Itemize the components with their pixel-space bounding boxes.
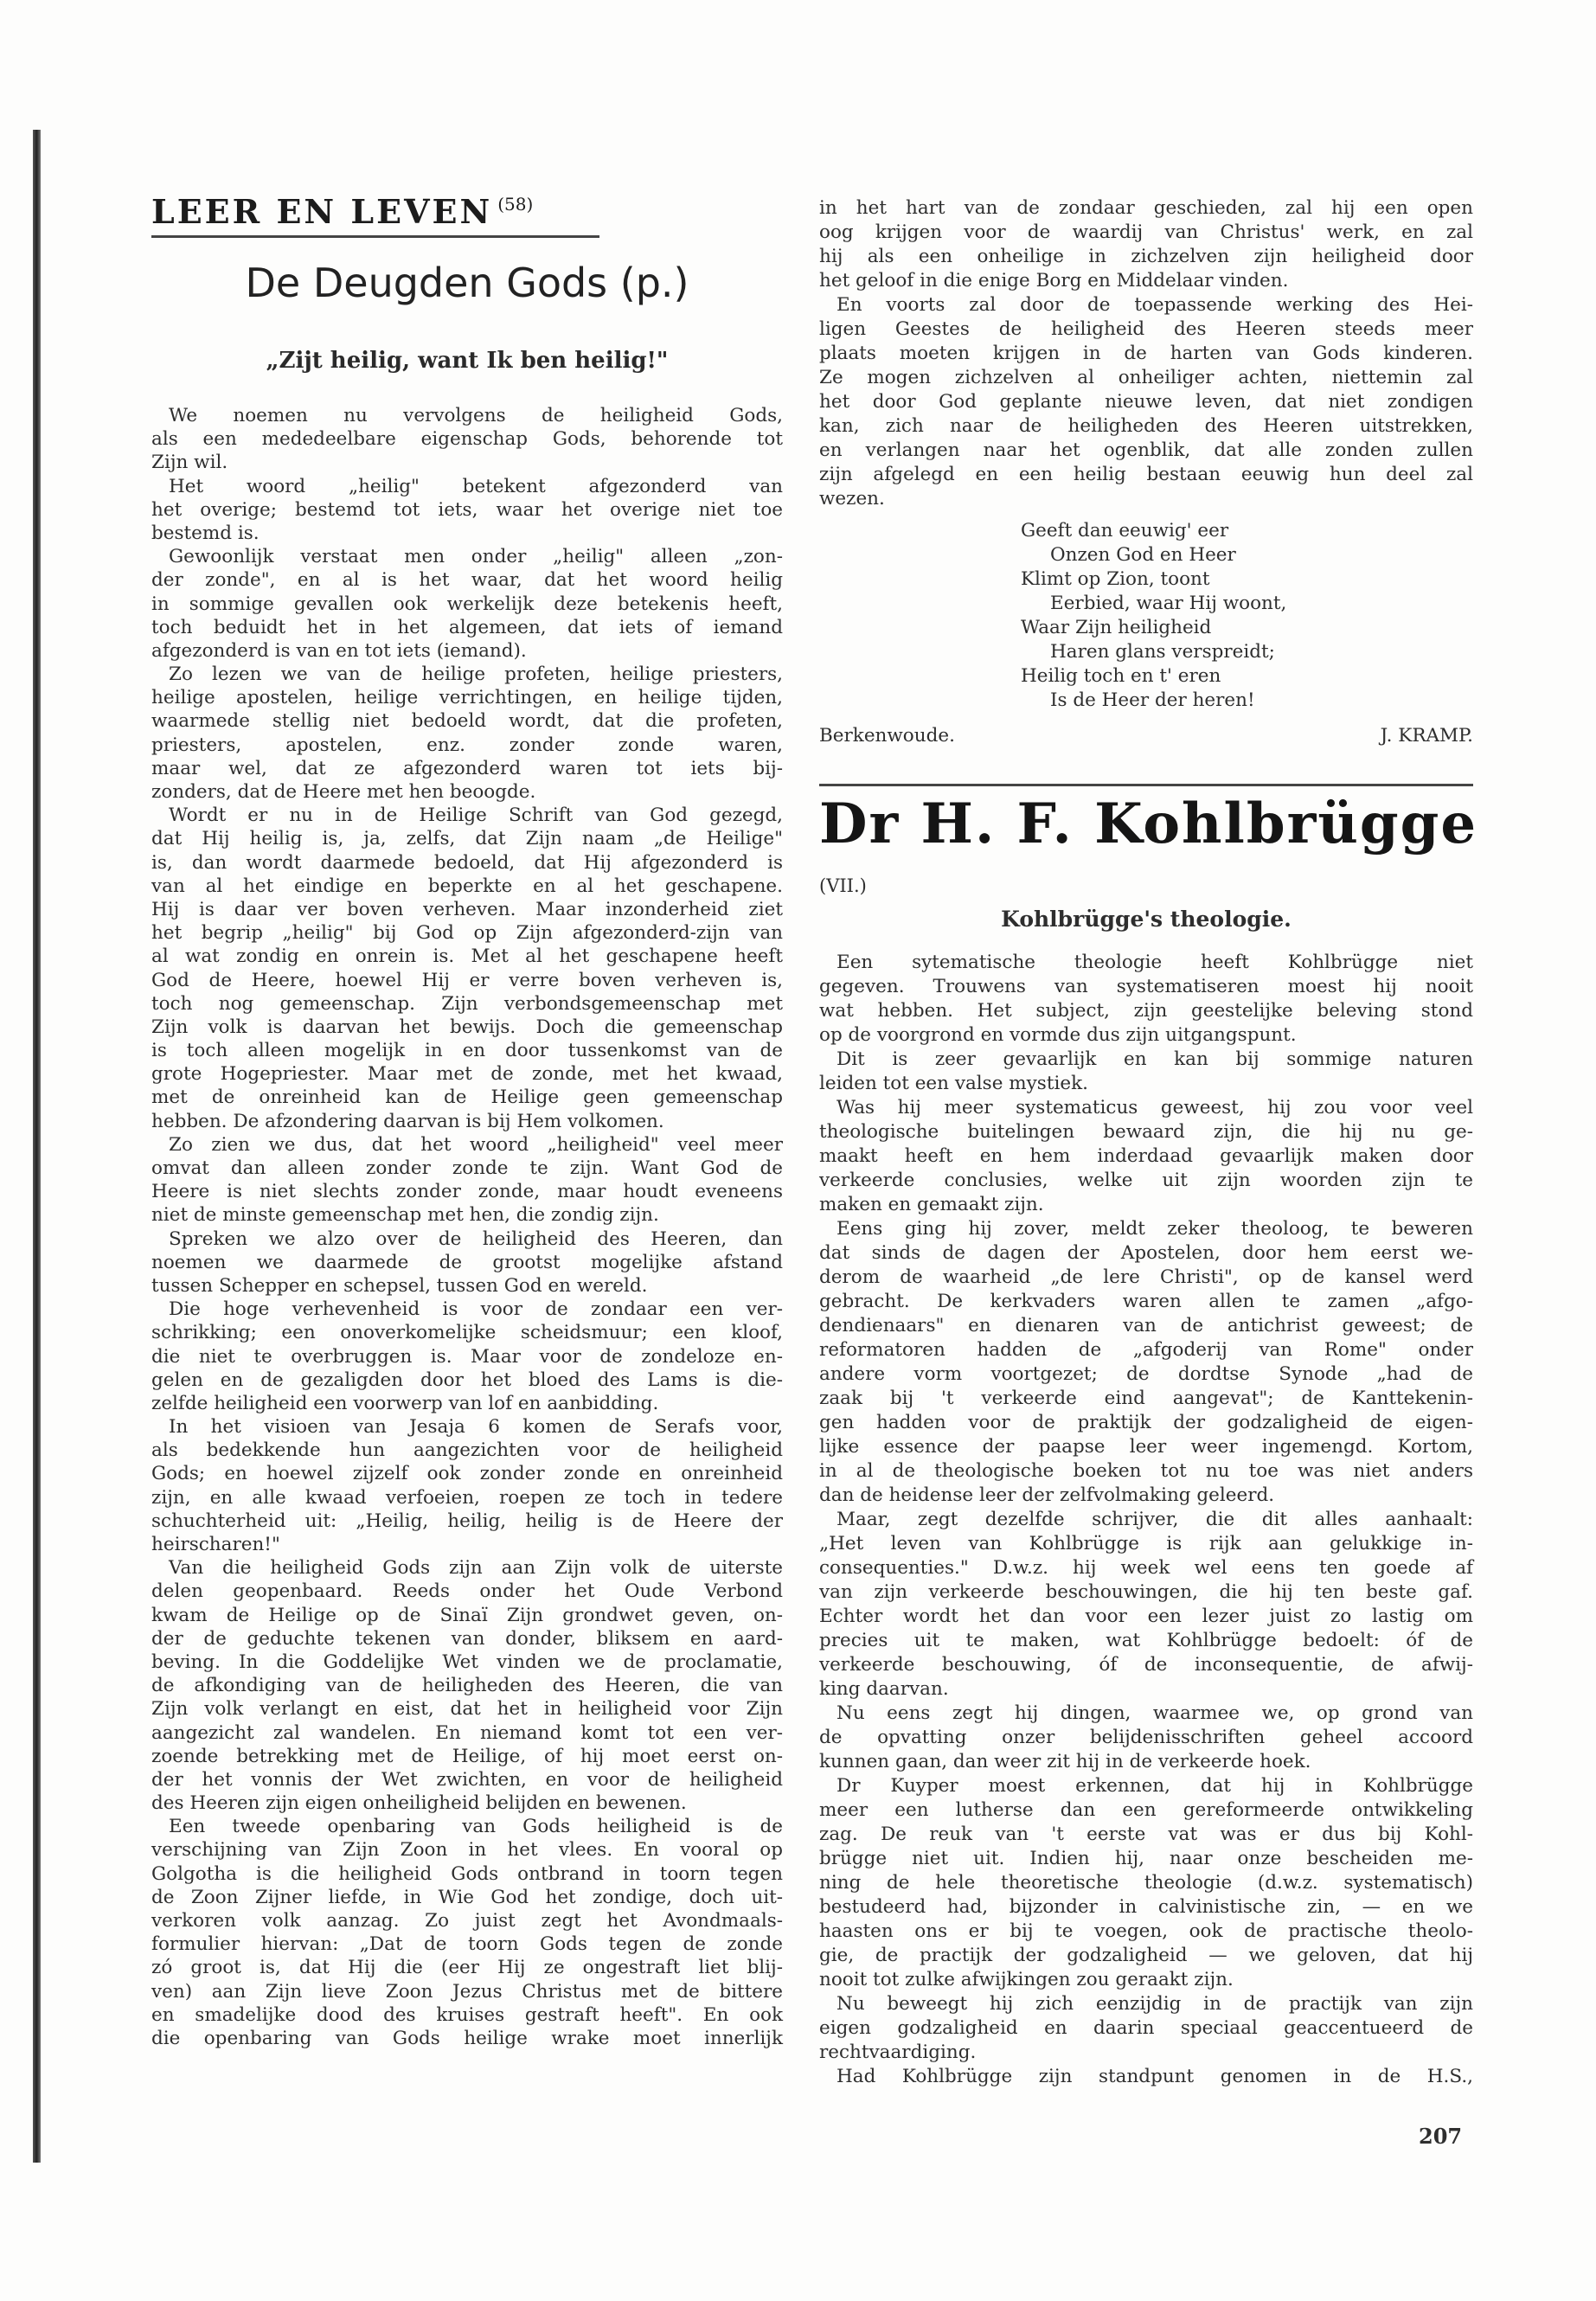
- text-line: haasten ons er bij te voegen, ook de practische theolo-: [819, 1920, 1473, 1942]
- text-line: afgezonderd is van en tot iets (iemand).: [151, 639, 527, 662]
- text-line: de opvatting onzer belijdenisschriften geheel accoord: [819, 1727, 1473, 1748]
- text-line: andere vorm voortgezet; de dordtse Synode „had de: [819, 1363, 1473, 1385]
- page-number: 207: [1419, 2124, 1463, 2149]
- text-line: dat Hij heilig is, ja, zelfs, dat Zijn naam „de Heilige": [151, 828, 783, 850]
- text-line: Wordt er nu in de Heilige Schrift van God gezegd,: [169, 804, 783, 827]
- text-line: met de onreinheid kan de Heilige geen gemeenschap: [151, 1086, 783, 1109]
- text-line: We noemen nu vervolgens de heiligheid Gods,: [169, 405, 783, 426]
- text-line: dendienaars" en dienaren van de antichrist geweest; de: [819, 1315, 1473, 1336]
- text-line: als bedekkende hun aangezichten voor de heiligheid: [151, 1439, 783, 1462]
- text-line: Zo lezen we van de heilige profeten, heilige priesters,: [169, 663, 783, 686]
- text-line: der zonde", en al is het waar, dat het woord heilig: [151, 569, 783, 592]
- text-line: En voorts zal door de toepassende werking des Hei-: [836, 294, 1473, 316]
- text-line: brügge niet uit. Indien hij, naar onze bescheiden me-: [819, 1848, 1473, 1869]
- text-line: bestudeerd had, bijzonder in calvinistische zin, — en we: [819, 1896, 1473, 1918]
- text-line: toch beduidt het in het algemeen, dat iets of iemand: [151, 616, 783, 638]
- article2-body: [819, 951, 1473, 2089]
- text-line: Nu beweegt hij zich eenzijdig in de practijk van zijn: [836, 1993, 1473, 2015]
- text-line: Echter wordt het dan voor een lezer juist zo lastig om: [819, 1606, 1473, 1627]
- poem-line: Geeft dan eeuwig' eer: [1021, 520, 1229, 542]
- signature-place: Berkenwoude.: [819, 725, 955, 747]
- left-column-body: [151, 404, 783, 2050]
- text-line: die openbaring van Gods heilige wrake moet innerlijk: [151, 2027, 783, 2049]
- text-line: heirscharen!": [151, 1534, 280, 1555]
- text-line: niet de minste gemeenschap met hen, die zondig zijn.: [151, 1204, 659, 1227]
- text-line: der de geduchte tekenen van donder, bliksem en aard-: [151, 1627, 783, 1650]
- text-line: de Zoon Zijner liefde, in Wie God het zondige, doch uit-: [151, 1886, 783, 1908]
- text-line: ning de hele theoretische theologie (d.w.z. systematisch): [819, 1872, 1473, 1894]
- article2-part-number: (VII.): [819, 875, 867, 896]
- text-line: zag. De reuk van 't eerste vat was er dus bij Kohl-: [819, 1823, 1473, 1845]
- signature-author: J. KRAMP.: [1380, 725, 1473, 747]
- text-line: Dit is zeer gevaarlijk en kan bij sommige naturen: [836, 1048, 1473, 1070]
- text-line: gegeven. Trouwens van systematiseren moest hij nooit: [819, 976, 1473, 997]
- article-divider: [819, 784, 1473, 786]
- text-line: theologische buitelingen bewaard zijn, die hij nu ge-: [819, 1121, 1473, 1143]
- text-line: als een mededeelbare eigenschap Gods, behorende tot: [151, 428, 783, 451]
- text-line: In het visioen van Jesaja 6 komen de Serafs voor,: [169, 1416, 783, 1439]
- text-line: eigen godzaligheid en daarin speciaal geaccentueerd de: [819, 2017, 1473, 2039]
- text-line: meer een lutherse dan een gereformeerde ontwikkeling: [819, 1799, 1473, 1821]
- text-line: „Het leven van Kohlbrügge is rijk aan gelukkige in-: [819, 1533, 1473, 1554]
- text-line: des Heeren zijn eigen onheiligheid belijden en bewenen.: [151, 1792, 687, 1815]
- text-line: noemen we daarmede de grootst mogelijke afstand: [151, 1251, 783, 1273]
- text-line: het overige; bestemd tot iets, waar het overige niet toe: [151, 498, 783, 521]
- text-line: gelen en de gezaligden door het bloed des Lams is die-: [151, 1368, 783, 1391]
- text-line: Het woord „heilig" betekent afgezonderd van: [169, 475, 783, 497]
- text-line: al wat zondig en onrein is. Met al het geschapene heeft: [151, 945, 783, 968]
- poem-line: Eerbied, waar Hij woont,: [1050, 593, 1287, 614]
- text-line: maakt heeft en hem inderdaad gevaarlijk maken door: [819, 1145, 1473, 1167]
- text-line: ven) aan Zijn lieve Zoon Jezus Christus met de bittere: [151, 1980, 783, 2003]
- text-line: der het vonnis der Wet zwichten, en voor de heiligheid: [151, 1768, 783, 1791]
- text-line: zoende betrekking met de Heilige, of hij moet eerst on-: [151, 1745, 783, 1767]
- text-line: tussen Schepper en schepsel, tussen God en wereld.: [151, 1274, 648, 1297]
- text-line: verkoren volk aanzag. Zo juist zegt het Avondmaals-: [151, 1910, 783, 1932]
- text-line: Zo zien we dus, dat het woord „heiligheid" veel meer: [169, 1133, 783, 1156]
- text-line: de afkondiging van de heiligheden des Heeren, die van: [151, 1675, 783, 1697]
- text-line: op de voorgrond en vormde dus zijn uitgangspunt.: [819, 1024, 1297, 1046]
- text-line: van al het eindige en beperkte en al het geschapene.: [151, 875, 783, 897]
- text-line: in al de theologische boeken tot nu toe was niet anders: [819, 1460, 1473, 1482]
- text-line: waarmede stellig niet bedoeld wordt, dat die profeten,: [151, 710, 783, 733]
- text-line: lijke essence der paapse leer weer ingemengd. Kortom,: [819, 1436, 1473, 1458]
- text-line: Gods; en hoewel zijzelf ook zonder zonde en onreinheid: [151, 1463, 783, 1485]
- text-line: Dr Kuyper moest erkennen, dat hij in Kohlbrügge: [836, 1775, 1473, 1797]
- text-line: Golgotha is die heiligheid Gods ontbrand in toorn tegen: [151, 1862, 783, 1885]
- text-line: beving. In die Goddelijke Wet vinden we de proclamatie,: [151, 1650, 783, 1673]
- poem-line: Is de Heer der heren!: [1050, 689, 1255, 711]
- text-line: in het hart van de zondaar geschieden, zal hij een open: [819, 197, 1473, 219]
- text-line: Hij is daar ver boven verheven. Maar inzonderheid ziet: [151, 898, 783, 920]
- text-line: die niet te overbruggen is. Maar voor de zondeloze en-: [151, 1345, 783, 1368]
- text-line: plaats moeten krijgen in de harten van Gods kinderen.: [819, 343, 1473, 364]
- text-line: zaak bij 't verkeerde eind aangevat"; de Kanttekenin-: [819, 1388, 1473, 1409]
- text-line: schrikking; een onoverkomelijke scheidsmuur; een kloof,: [151, 1322, 783, 1344]
- text-line: wat hebben. Het subject, zijn geestelijke beleving stond: [819, 1000, 1473, 1022]
- text-line: Van die heiligheid Gods zijn aan Zijn volk de uiterste: [169, 1557, 783, 1580]
- text-line: hebben. De afzondering daarvan is bij Hem volkomen.: [151, 1110, 664, 1132]
- text-line: in sommige gevallen ook werkelijk deze betekenis heeft,: [151, 593, 783, 615]
- text-line: Eens ging hij zover, meldt zeker theoloog, te beweren: [836, 1218, 1473, 1240]
- text-line: toch nog gemeenschap. Zijn verbondsgemeenschap met: [151, 992, 783, 1015]
- text-line: Ze mogen zichzelven al onheiliger achten, niettemin zal: [819, 367, 1473, 388]
- text-line: zelfde heiligheid een voorwerp van lof en aanbidding.: [151, 1392, 659, 1414]
- text-line: hij als een onheilige in zichzelven zijn heiligheid door: [819, 246, 1473, 267]
- text-line: verkeerde conclusies, welke uit zijn woorden zijn te: [819, 1170, 1473, 1191]
- text-line: nooit tot zulke afwijkingen zou geraakt zijn.: [819, 1969, 1234, 1990]
- section-header-label: LEER EN LEVEN: [151, 192, 493, 231]
- text-line: van zijn verkeerde beschouwingen, die hij ten beste gaf.: [819, 1581, 1473, 1603]
- text-line: gen hadden voor de praktijk der godzaligheid de eigen-: [819, 1412, 1473, 1433]
- text-line: schuchterheid uit: „Heilig, heilig, heilig is de Heere der: [151, 1509, 783, 1532]
- text-line: delen geopenbaard. Reeds onder het Oude Verbond: [151, 1580, 783, 1603]
- text-line: Zijn volk is daarvan het bewijs. Doch die gemeenschap: [151, 1016, 783, 1038]
- text-line: aangezicht zal wandelen. En niemand komt tot een ver-: [151, 1721, 783, 1744]
- text-line: maar wel, dat ze afgezonderd waren tot iets bij-: [151, 757, 783, 779]
- text-line: king daarvan.: [819, 1678, 949, 1700]
- text-line: precies uit te maken, wat Kohlbrügge bedoelt: óf de: [819, 1630, 1473, 1651]
- text-line: Een sytematische theologie heeft Kohlbrügge niet: [836, 952, 1473, 973]
- article-subtitle: „Zijt heilig, want Ik ben heilig!": [266, 348, 669, 374]
- poem-line: Haren glans verspreidt;: [1050, 641, 1275, 663]
- text-line: zó groot is, dat Hij die (eer Hij ze ongestraft liet blij-: [151, 1957, 783, 1979]
- text-line: zonders, dat de Heere met hen beoogde.: [151, 781, 536, 803]
- text-line: Spreken we alzo over de heiligheid des Heeren, dan: [169, 1227, 783, 1250]
- poem-stanza: [1021, 519, 1286, 713]
- article-title: De Deugden Gods (p.): [245, 260, 689, 306]
- article2-title: Dr H. F. Kohlbrügge: [819, 792, 1478, 856]
- text-line: reformatoren hadden de „afgoderij van Rome" onder: [819, 1339, 1473, 1361]
- text-line: zijn afgelegd en een heilig bestaan eeuwig hun deel zal: [819, 464, 1473, 485]
- text-line: heilige apostelen, heilige verrichtingen, en heilige tijden,: [151, 687, 783, 709]
- poem-line: Onzen God en Heer: [1050, 544, 1236, 566]
- article2-subtitle: Kohlbrügge's theologie.: [1001, 907, 1292, 932]
- scan-page-edge: [33, 130, 41, 2163]
- text-line: Die hoge verhevenheid is voor de zondaar een ver-: [169, 1298, 783, 1321]
- text-line: het door God geplante nieuwe leven, dat niet zondigen: [819, 391, 1473, 413]
- text-line: gie, de practijk der godzaligheid — we geloven, dat hij: [819, 1945, 1473, 1966]
- text-line: Heere is niet slechts zonder zonde, maar houdt eveneens: [151, 1181, 783, 1203]
- right-column-continuation: [819, 196, 1473, 511]
- text-line: en smadelijke dood des kruises gestraft heeft". En ook: [151, 2003, 783, 2026]
- poem-line: Heilig toch en t' eren: [1021, 665, 1221, 687]
- poem-line: Waar Zijn heiligheid: [1021, 617, 1212, 638]
- text-line: zijn, en alle kwaad verfoeien, roepen ze toch in tedere: [151, 1486, 783, 1509]
- text-line: Gewoonlijk verstaat men onder „heilig" alleen „zon-: [169, 546, 783, 568]
- text-line: consequenties." D.w.z. hij week wel eens ten goede af: [819, 1557, 1473, 1579]
- text-line: Was hij meer systematicus geweest, hij zou voor veel: [836, 1097, 1473, 1118]
- text-line: Had Kohlbrügge zijn standpunt genomen in de H.S.,: [836, 2066, 1473, 2087]
- text-line: rechtvaardiging.: [819, 2041, 977, 2063]
- text-line: gebracht. De kerkvaders waren allen te zamen „afgo-: [819, 1291, 1473, 1312]
- text-line: ligen Geestes de heiligheid des Heeren steeds meer: [819, 318, 1473, 340]
- text-line: grote Hogepriester. Maar met de zonde, met het kwaad,: [151, 1063, 783, 1086]
- text-line: bestemd is.: [151, 522, 260, 544]
- text-line: het geloof in die enige Borg en Middelaar vinden.: [819, 270, 1289, 292]
- text-line: dan de heidense leer der zelfvolmaking geleerd.: [819, 1484, 1275, 1506]
- text-line: priesters, apostelen, enz. zonder zonde waren,: [151, 734, 783, 756]
- text-line: is, dan wordt daarmede bedoeld, dat Hij afgezonderd is: [151, 851, 783, 874]
- text-line: is toch alleen mogelijk in en door tussenkomst van de: [151, 1040, 783, 1062]
- text-line: verkeerde beschouwing, óf de inconsequentie, de afwij-: [819, 1654, 1473, 1676]
- text-line: kwam de Heilige op de Sinaï Zijn grondwet geven, on-: [151, 1604, 783, 1626]
- text-line: kunnen gaan, dan weer zit hij in de verkeerde hoek.: [819, 1751, 1311, 1772]
- text-line: het begrip „heilig" bij God op Zijn afgezonderd-zijn van: [151, 922, 783, 945]
- text-line: Nu eens zegt hij dingen, waarmee we, op grond van: [836, 1702, 1473, 1724]
- text-line: Maar, zegt dezelfde schrijver, die dit alles aanhaalt:: [836, 1509, 1473, 1530]
- text-line: Een tweede openbaring van Gods heiligheid is de: [169, 1816, 783, 1838]
- text-line: kan, zich naar de heiligheden des Heeren uitstrekken,: [819, 415, 1473, 437]
- text-line: en verlangen naar het ogenblik, dat alle zonden zullen: [819, 439, 1473, 461]
- text-line: Zijn volk verlangt en eist, dat het in heiligheid voor Zijn: [151, 1698, 783, 1721]
- text-line: Zijn wil.: [151, 452, 228, 474]
- section-header-rule: [151, 235, 599, 238]
- text-line: oog krijgen voor de waardij van Christus' werk, en zal: [819, 221, 1473, 243]
- text-line: God de Heere, hoewel Hij er verre boven verheven is,: [151, 969, 783, 991]
- text-line: wezen.: [819, 488, 885, 510]
- text-line: leiden tot een valse mystiek.: [819, 1073, 1088, 1094]
- text-line: omvat dan alleen zonder zonde te zijn. Want God de: [151, 1157, 783, 1179]
- poem-line: Klimt op Zion, toont: [1021, 568, 1210, 590]
- section-header-number: (58): [497, 194, 534, 215]
- text-line: dat sinds de dagen der Apostelen, door hem eerst we-: [819, 1242, 1473, 1264]
- text-line: derom de waarheid „de lere Christi", op de kansel werd: [819, 1266, 1473, 1288]
- section-header: [151, 192, 533, 231]
- text-line: verschijning van Zijn Zoon in het vlees. En vooral op: [151, 1839, 783, 1862]
- text-line: formulier hiervan: „Dat de toorn Gods tegen de zonde: [151, 1933, 783, 1956]
- text-line: maken en gemaakt zijn.: [819, 1194, 1044, 1215]
